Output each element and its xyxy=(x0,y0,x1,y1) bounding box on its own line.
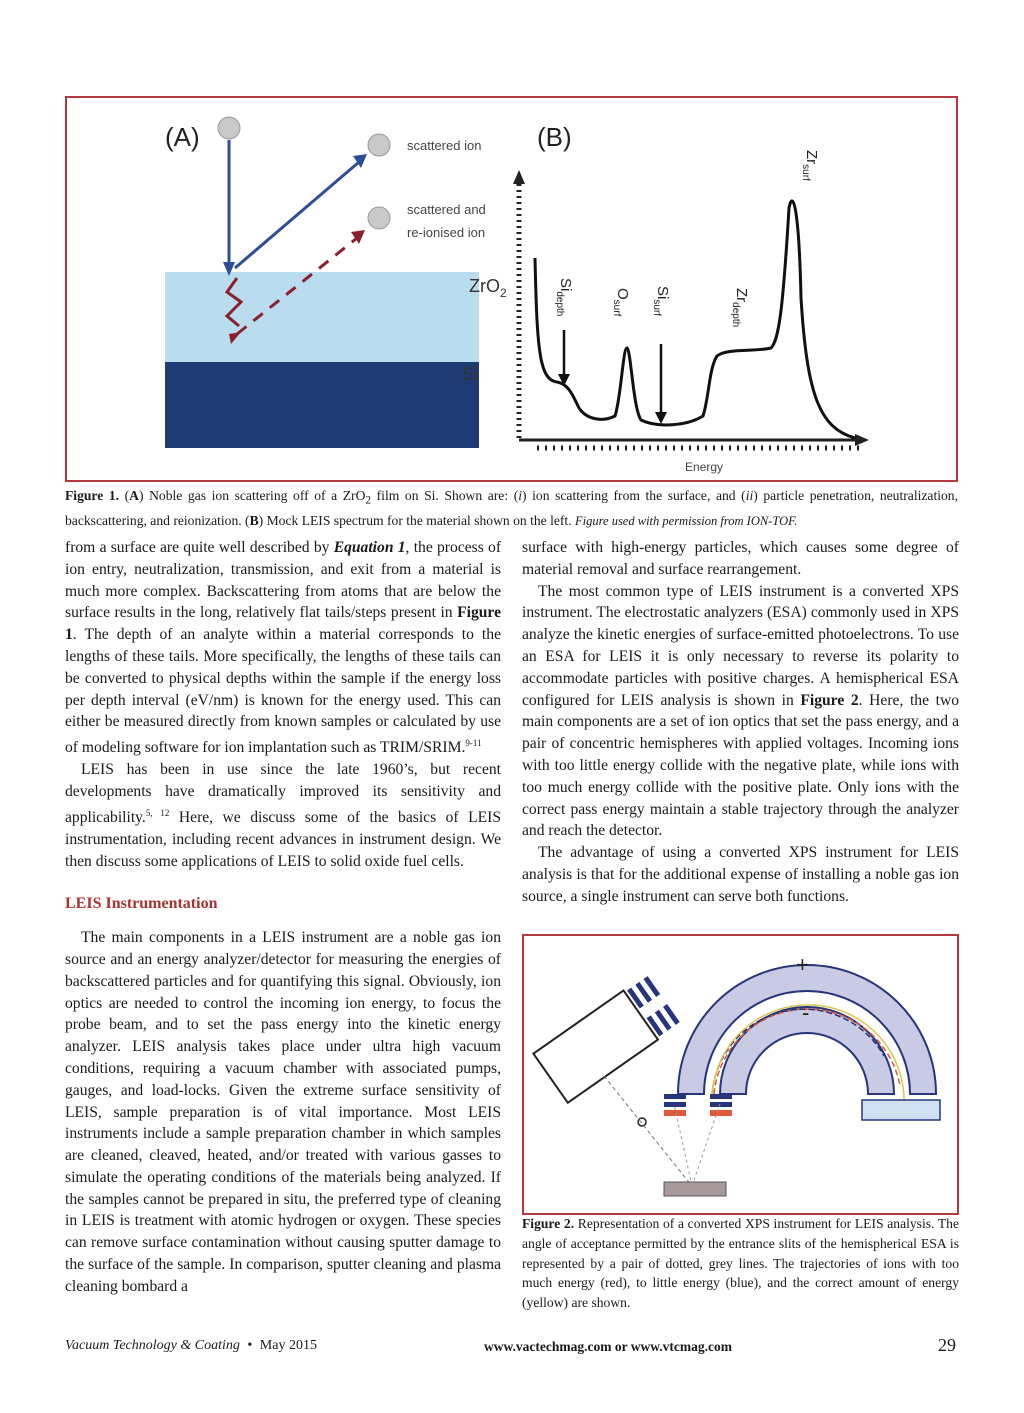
optic-plate xyxy=(664,1102,686,1107)
acceptance-line xyxy=(692,1104,720,1186)
si-label: Si xyxy=(462,364,479,384)
peak-si-depth-label: $Si_{depth}$ xyxy=(554,278,574,317)
caption-text: film on Si. Shown are: ( xyxy=(371,488,519,503)
caption-text: ) ion scattering from the surface, and ( xyxy=(522,488,746,503)
left-paragraph-2: LEIS has been in use since the late 1960’s, but recent developments have dramatically improved its sensitivity and applicability.$^{5, 12}$ Here, we discuss some of the basics of LEIS instrumentation, including recent advances in instrument design. We then discuss some applications of LEIS to solid oxide fuel cells. xyxy=(65,761,501,870)
right-column xyxy=(522,537,959,908)
page-number: 29 xyxy=(938,1335,956,1355)
figure-2-caption xyxy=(522,1214,959,1313)
aperture xyxy=(638,1118,646,1126)
si-surf-arrow-head xyxy=(655,412,667,424)
section-heading: LEIS Instrumentation xyxy=(65,895,218,913)
citation: 9-11 xyxy=(465,738,482,749)
acceptance-line xyxy=(674,1104,692,1186)
left-paragraph-3: The main components in a LEIS instrument are a noble gas ion source and an energy analyzer/detector for measuring the energies of backscattered particles and for quantifying this signal. Obviously, ion optics are needed to control the incoming ion energy, to focus the probe beam, and to set the pass energy into the kinetic energy analyzer. LEIS analysis takes place under ultra high vacuum conditions, requiring a vacuum chamber with associated pumps, gauges, and load-locks. Given the extreme surface sensitivity of LEIS, sample preparation is of vital importance. Most LEIS instruments include a sample preparation chamber in which samples are cleaned, cleaved, heated, and/or treated with various gasses to simulate the operating conditions of the materials being analyzed. If the samples cannot be prepared in situ, the preferred type of cleaning in LEIS is treatment with atomic hydrogen or oxygen. These species can remove surface contamination without causing sputter damage to the surface of the sample. In comparison, sputter cleaning and plasma cleaning bombard a xyxy=(65,929,501,1295)
optic-plate-red xyxy=(710,1110,732,1116)
reionised-label-2: re-ionised ion xyxy=(407,225,486,240)
footer-journal xyxy=(65,1338,317,1354)
peak-si-surf-label: $Si_{surf}$ xyxy=(651,286,671,317)
caption-sub: 2 xyxy=(365,494,372,507)
figure-1 xyxy=(65,96,958,482)
spectrum-curve xyxy=(535,201,855,438)
issue-date: May 2015 xyxy=(259,1338,317,1353)
figure-2-graphic xyxy=(524,936,957,1213)
right-paragraph-2: The most common type of LEIS instrument is a converted XPS instrument. The electrostatic analyzers (ESA) commonly used in XPS analyze the kinetic energies of surface-emitted photoelectrons. To use an ESA for LEIS it is only necessary to reverse its polarity to accommodate particles with positive charges. A hemispherical ESA configured for LEIS analysis is shown in Figure 2. Here, the two main components are a set of ion optics that set the pass energy, and a pair of concentric hemispheres with applied voltages. Incoming ions with too little energy collide with the negative plate, while ions with too much energy collide with the positive plate. Only ions with the correct pass energy maintain a stable trajectory through the analyzer and reach the detector. xyxy=(522,582,959,840)
sample xyxy=(664,1182,726,1196)
figure-2-caption-label: Figure 2. xyxy=(522,1216,575,1231)
caption-a: A xyxy=(129,488,139,503)
equation-ref: Equation 1 xyxy=(333,539,406,556)
scattered-ion-ball xyxy=(368,134,390,156)
citation: 5, 12 xyxy=(145,807,170,818)
left-column xyxy=(65,537,501,1298)
caption-ii: ii xyxy=(745,488,754,503)
detector xyxy=(862,1100,940,1120)
incoming-ion xyxy=(218,117,240,139)
caption-b: B xyxy=(249,512,259,528)
si-layer xyxy=(165,362,479,448)
plus-sign: + xyxy=(796,952,809,977)
figure-2-caption-text: Representation of a converted XPS instrument for LEIS analysis. The angle of acceptance permitted by the entrance slits of the hemispherical ESA is represented by a pair of dotted, grey lines. The trajectories of ions with too much energy (red), to little energy (blue), and the correct amount of energy (yellow) are shown. xyxy=(522,1216,959,1311)
left-paragraph-1: from a surface are quite well described by Equation 1, the process of ion entry, neutralization, transmission, and exit from a material is much more complex. Backscattering from atoms that are below the surface results in the long, relatively flat tails/steps present in Figure 1. The depth of an analyte within a material corresponds to the lengths of these tails. More specifically, the lengths of these tails can be converted to physical depths within the sample if the energy loss per depth interval (eV/nm) is known for the energy used. This can either be measured directly from known samples or calculated by use of modeling software for ion implantation such as TRIM/SRIM.$^{9-11}$ xyxy=(65,539,502,757)
ion-source xyxy=(533,974,680,1102)
peak-o-surf-label: $O_{surf}$ xyxy=(611,288,631,317)
caption-text: ) Noble gas ion scattering off of a ZrO xyxy=(139,488,366,503)
peak-zr-depth-label: $Zr_{depth}$ xyxy=(730,288,750,328)
caption-text: ) particle penetration, neutralization, backscattering, and reionization. ( xyxy=(65,488,958,528)
panel-b-label: (B) xyxy=(537,122,572,152)
right-paragraph-3: The advantage of using a converted XPS instrument for LEIS analysis is that for the additional expense of installing a noble gas ion source, a single instrument can serve both functions. xyxy=(522,844,959,905)
reionised-ion-ball xyxy=(368,207,390,229)
figure-ref: Figure 2 xyxy=(800,691,859,709)
optic-plate xyxy=(710,1102,732,1107)
footer-bullet: • xyxy=(247,1338,253,1353)
reionised-label-1: scattered and xyxy=(407,202,486,217)
x-axis-arrow xyxy=(855,434,869,446)
energy-label: Energy xyxy=(685,460,724,474)
caption-text: ) Mock LEIS spectrum for the material shown on the left. xyxy=(258,512,576,528)
caption-i: i xyxy=(518,488,523,503)
caption-credit: Figure used with permission from ION-TOF. xyxy=(575,513,798,528)
zro2-layer xyxy=(165,272,479,362)
peak-zr-surf-label: $Zr_{surf}$ xyxy=(800,150,820,181)
optic-plate-red xyxy=(664,1110,686,1116)
figure-1-graphic xyxy=(67,98,956,480)
y-axis-arrow xyxy=(513,170,525,184)
right-paragraph-1: surface with high-energy particles, which causes some degree of material removal and surface rearrangement. xyxy=(522,539,959,578)
scattered-ion-label: scattered ion xyxy=(407,138,482,153)
minus-sign: - xyxy=(802,1000,810,1025)
panel-a-label: (A) xyxy=(165,122,200,152)
figure-1-caption-label: Figure 1. xyxy=(65,488,120,503)
figure-ref: Figure 1 xyxy=(65,604,501,644)
figure-2 xyxy=(522,934,959,1215)
journal-name: Vacuum Technology & Coating xyxy=(65,1338,240,1353)
caption-text: ( xyxy=(119,488,130,503)
footer-urls[interactable]: www.vactechmag.com or www.vtcmag.com xyxy=(484,1339,732,1354)
zro2-label: ZrO$_2$ xyxy=(469,276,507,300)
optic-plate xyxy=(664,1094,686,1099)
figure-1-caption xyxy=(65,486,958,531)
optic-plate xyxy=(710,1094,732,1099)
